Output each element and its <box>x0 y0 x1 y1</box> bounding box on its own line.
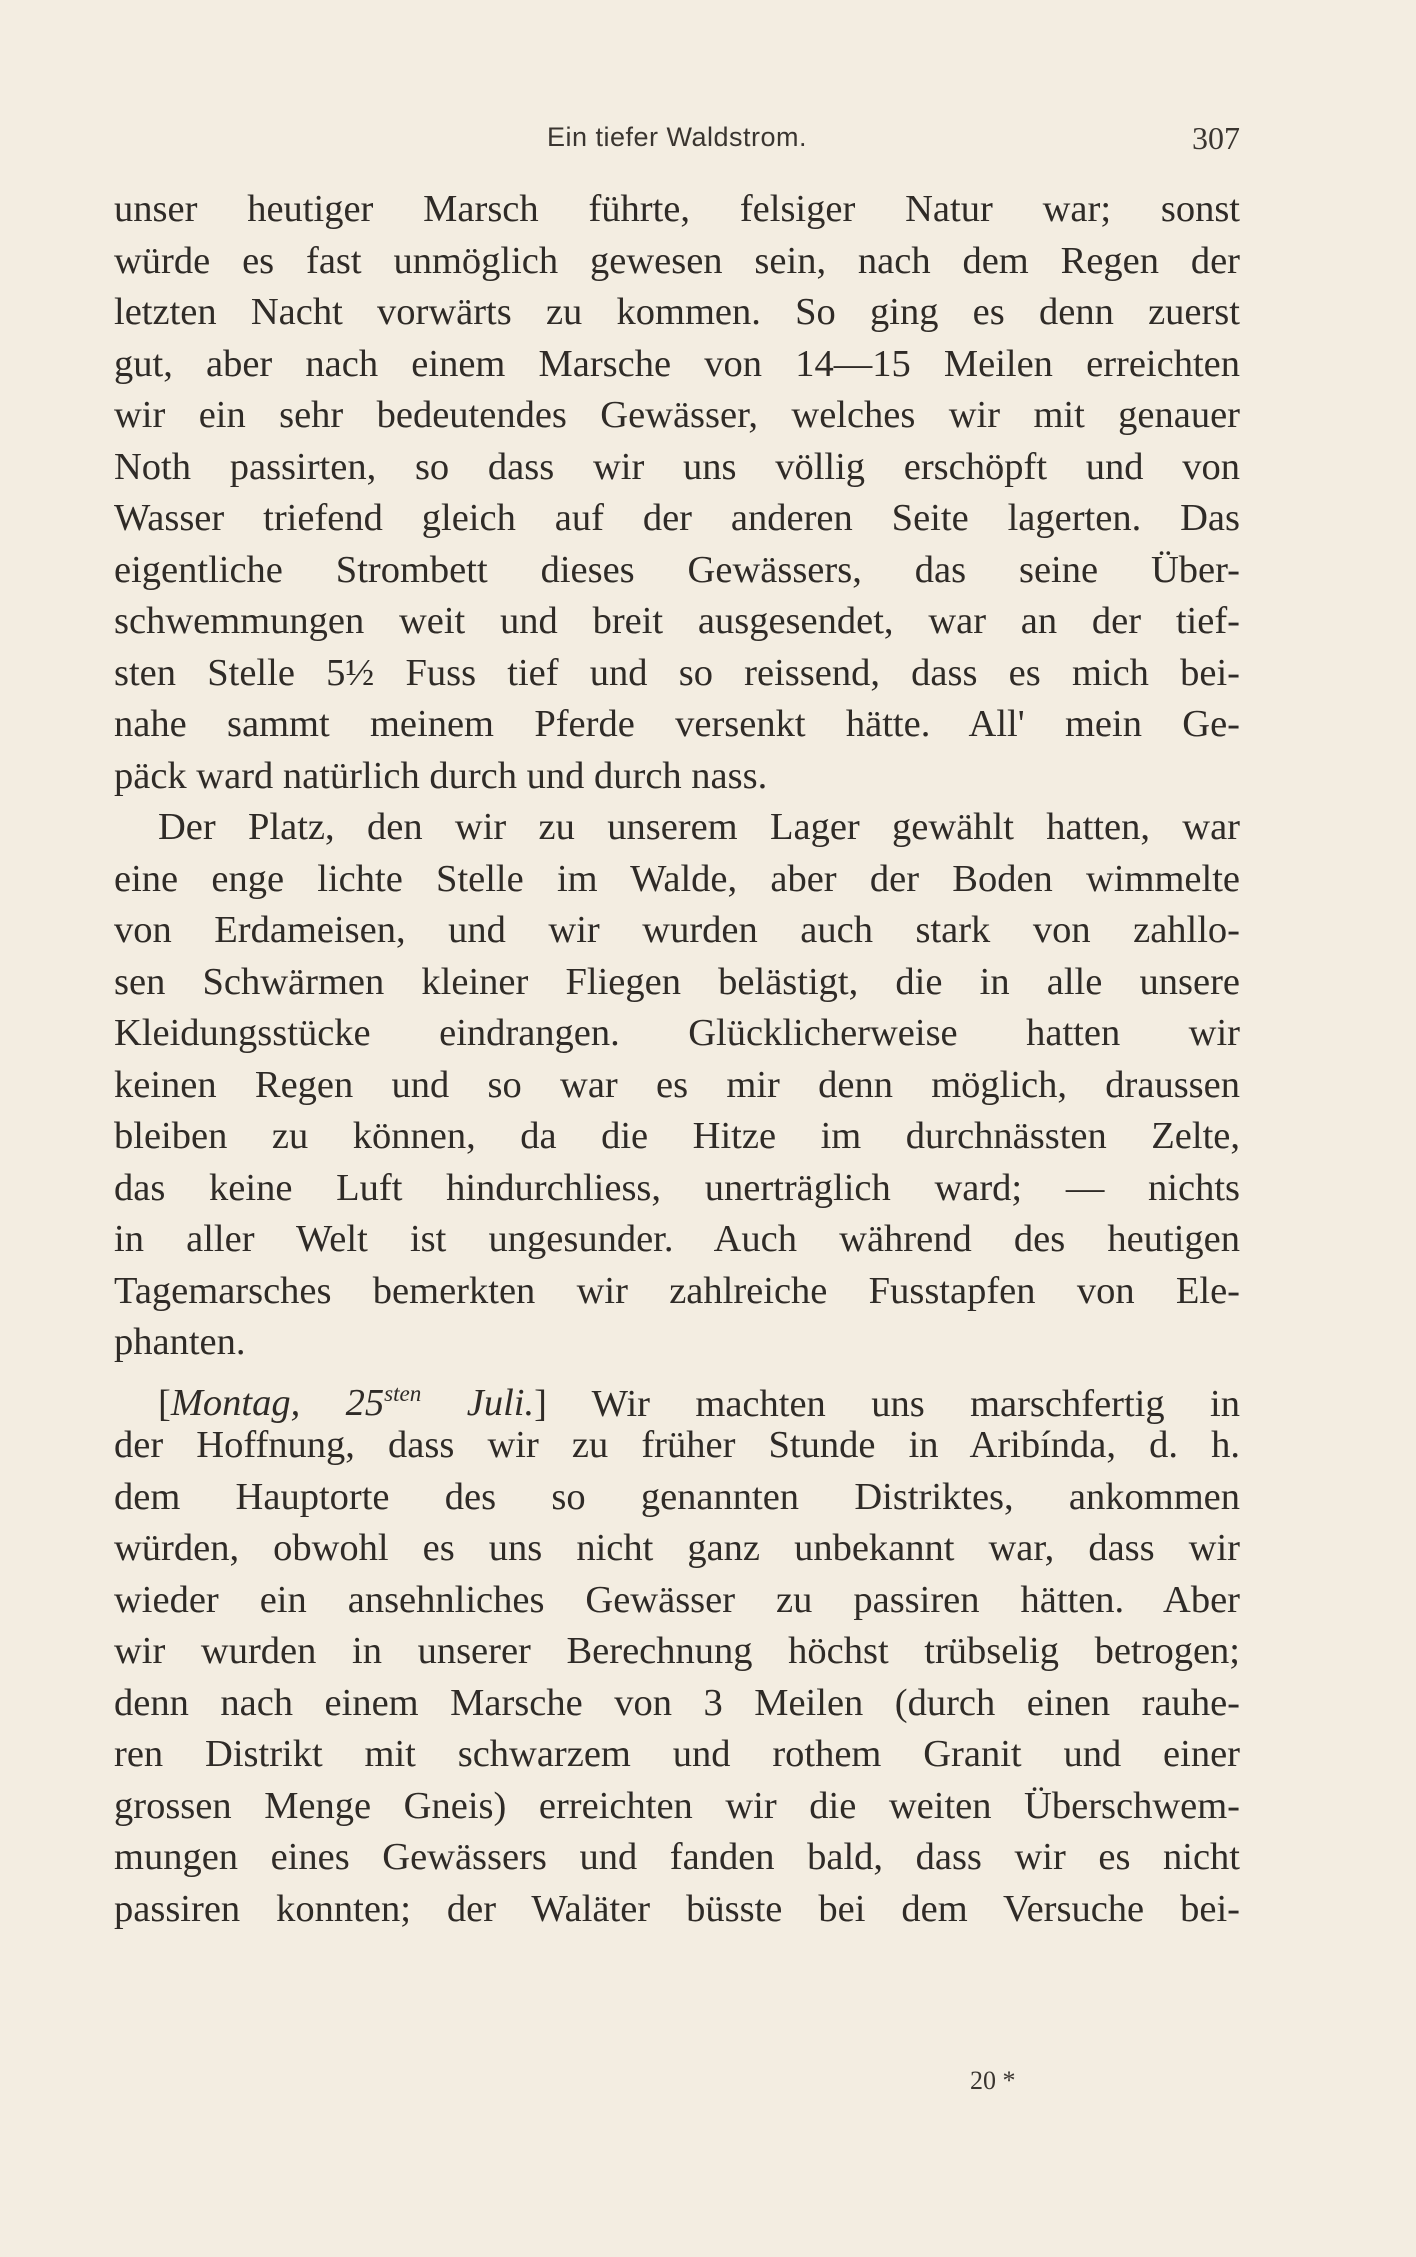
text-line: Tagemarsches bemerkten wir zahlreiche Fusstapfen von Ele- <box>114 1269 1240 1312</box>
text-line: Wasser triefend gleich auf der anderen Seite lagerten. Das <box>114 497 1240 539</box>
text-line: schwemmungen weit und breit ausgesendet, war an der tief- <box>114 600 1240 642</box>
paragraph-start-line: Der Platz, den wir zu unserem Lager gewählt hatten, war <box>158 806 1240 848</box>
text-line: Noth passirten, so dass wir uns völlig erschöpft und von <box>114 445 1240 488</box>
date-bracket-open: [ <box>158 1382 171 1425</box>
printer-signature: 20 * <box>970 2066 1016 2095</box>
text-line: gut, aber nach einem Marsche von 14—15 Meilen erreichten <box>114 342 1240 385</box>
date-bracket-close: ] <box>534 1382 547 1425</box>
text-line: letzten Nacht vorwärts zu kommen. So ging es denn zuerst <box>114 291 1240 333</box>
text-line: päck ward natürlich durch und durch nass. <box>114 754 768 797</box>
running-head <box>114 122 1240 162</box>
text-line: Kleidungsstücke eindrangen. Glücklicherweise hatten wir <box>114 1012 1240 1054</box>
text-line: dem Hauptorte des so genannten Distriktes, ankommen <box>114 1475 1240 1518</box>
date-line-text: Wir machten uns marschfertig in <box>546 1382 1240 1425</box>
text-line: phanten. <box>114 1321 246 1363</box>
text-line: sen Schwärmen kleiner Fliegen belästigt, die in alle unsere <box>114 960 1240 1003</box>
text-line: würde es fast unmöglich gewesen sein, nach dem Regen der <box>114 239 1240 282</box>
text-line: würden, obwohl es uns nicht ganz unbekannt war, dass wir <box>114 1527 1240 1569</box>
text-line: grossen Menge Gneis) erreichten wir die weiten Überschwem- <box>114 1784 1240 1827</box>
text-line: denn nach einem Marsche von 3 Meilen (durch einen rauhe- <box>114 1681 1240 1724</box>
date-ordinal: sten <box>384 1380 422 1407</box>
text-line: bleiben zu können, da die Hitze im durchnässten Zelte, <box>114 1115 1240 1157</box>
text-line: in aller Welt ist ungesunder. Auch während des heutigen <box>114 1218 1240 1260</box>
text-line: wieder ein ansehnliches Gewässer zu passiren hätten. Aber <box>114 1578 1240 1621</box>
text-line: der Hoffnung, dass wir zu früher Stunde in Aribínda, d. h. <box>114 1424 1240 1466</box>
text-line: keinen Regen und so war es mir denn möglich, draussen <box>114 1063 1240 1106</box>
text-line: wir wurden in unserer Berechnung höchst trübselig betrogen; <box>114 1630 1240 1672</box>
text-line: nahe sammt meinem Pferde versenkt hätte. All' mein Ge- <box>114 703 1240 745</box>
text-line: eigentliche Strombett dieses Gewässers, das seine Über- <box>114 548 1240 591</box>
running-title: Ein tiefer Waldstrom. <box>546 122 808 152</box>
text-line: passiren konnten; der Waläter büsste bei dem Versuche bei- <box>114 1887 1240 1930</box>
text-line: eine enge lichte Stelle im Walde, aber der Boden wimmelte <box>114 857 1240 900</box>
diary-date <box>171 1382 534 1424</box>
text-line: wir ein sehr bedeutendes Gewässer, welches wir mit genauer <box>114 394 1240 436</box>
date-day: Montag, 25 <box>170 1382 385 1425</box>
diary-date-line <box>114 1369 1240 1425</box>
text-line: ren Distrikt mit schwarzem und rothem Granit und einer <box>114 1733 1240 1775</box>
date-month: Juli. <box>421 1382 535 1425</box>
text-line: unser heutiger Marsch führte, felsiger Natur war; sonst <box>114 188 1240 230</box>
body-text <box>114 184 1240 1935</box>
text-line: sten Stelle 5½ Fuss tief und so reissend, dass es mich bei- <box>114 651 1240 694</box>
text-line: das keine Luft hindurchliess, unerträglich ward; — nichts <box>114 1166 1240 1209</box>
text-line: von Erdameisen, und wir wurden auch stark von zahllo- <box>114 909 1240 951</box>
text-line: mungen eines Gewässers und fanden bald, dass wir es nicht <box>114 1836 1240 1878</box>
page-number: 307 <box>1192 120 1240 156</box>
